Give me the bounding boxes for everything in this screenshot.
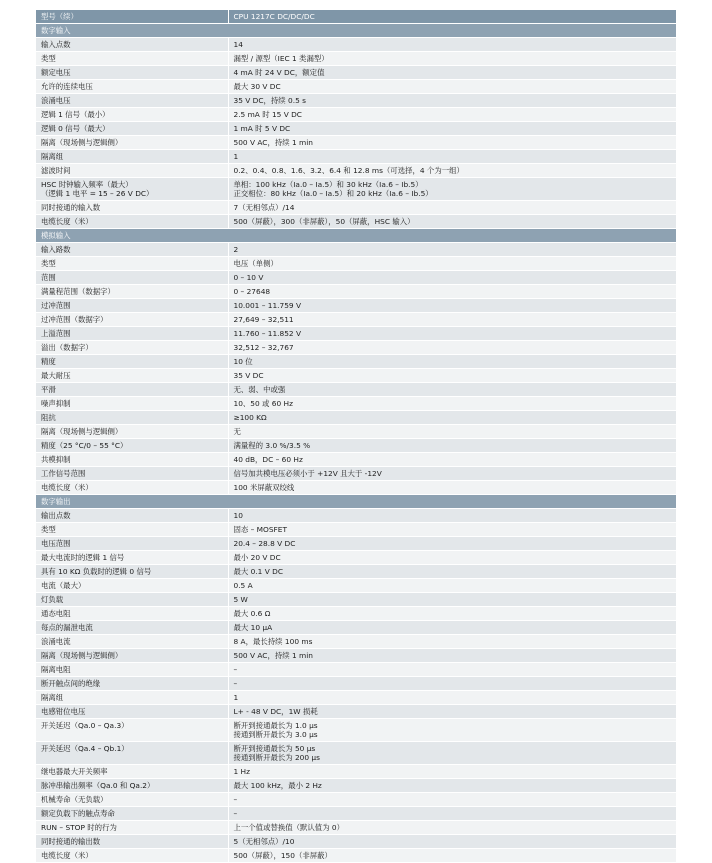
spec-value-cell	[228, 807, 676, 821]
spec-value: 无、弱、中或强	[233, 385, 286, 394]
spec-value-cell	[228, 523, 676, 537]
header-label: 型号（续）	[36, 10, 228, 24]
spec-value: 5 W	[233, 595, 248, 604]
spec-label: 开关延迟（Qa.0 – Qa.3）	[41, 721, 129, 730]
spec-value-cell	[228, 779, 676, 793]
spec-value: 10 位	[233, 357, 253, 366]
spec-value-cell	[228, 397, 676, 411]
spec-label-cell	[36, 355, 228, 369]
spec-table-body	[36, 10, 676, 863]
spec-value: 8 A，最长持续 100 ms	[233, 637, 313, 646]
spec-value-cell	[228, 742, 676, 765]
spec-label: 类型	[41, 54, 56, 63]
spec-label-cell	[36, 621, 228, 635]
spec-value-cell	[228, 383, 676, 397]
spec-label-cell	[36, 327, 228, 341]
spec-label-cell	[36, 649, 228, 663]
spec-label-cell	[36, 397, 228, 411]
table-row	[36, 439, 676, 453]
spec-label: 浪涌电流	[41, 637, 71, 646]
spec-value: –	[233, 665, 238, 674]
spec-label: 电流（最大）	[41, 581, 86, 590]
table-row	[36, 178, 676, 201]
spec-label-cell	[36, 94, 228, 108]
spec-value: 0 – 27648	[233, 287, 271, 296]
spec-label: 平滑	[41, 385, 56, 394]
spec-label-cell	[36, 201, 228, 215]
table-row	[36, 215, 676, 229]
spec-label: 最大耐压	[41, 371, 71, 380]
spec-label-cell	[36, 742, 228, 765]
spec-value-cell	[228, 607, 676, 621]
spec-label: 隔离组	[41, 152, 64, 161]
table-row	[36, 299, 676, 313]
spec-label: 电压范围	[41, 539, 71, 548]
spec-label-cell	[36, 150, 228, 164]
spec-label: 电缆长度（米）	[41, 483, 93, 492]
spec-value-cell	[228, 467, 676, 481]
spec-value: 5（无相邻点）/10	[233, 837, 295, 846]
spec-value: 100 米屏蔽双绞线	[233, 483, 295, 492]
spec-label: 阻抗	[41, 413, 56, 422]
spec-label-cell	[36, 481, 228, 495]
spec-value: 无	[233, 427, 241, 436]
table-row	[36, 621, 676, 635]
spec-label: 满量程范围（数据字）	[41, 287, 115, 296]
spec-value-cell	[228, 271, 676, 285]
table-row	[36, 66, 676, 80]
table-row	[36, 271, 676, 285]
spec-label-cell	[36, 178, 228, 201]
spec-label: 隔离组	[41, 693, 64, 702]
spec-label-cell	[36, 313, 228, 327]
spec-label-cell	[36, 765, 228, 779]
spec-value-cell	[228, 52, 676, 66]
table-row	[36, 849, 676, 863]
spec-value-cell	[228, 453, 676, 467]
section-header-row	[36, 24, 676, 38]
spec-label-cell	[36, 705, 228, 719]
spec-value: 上一个值或替换值（默认值为 0）	[233, 823, 345, 832]
spec-value: 4 mA 时 24 V DC，额定值	[233, 68, 325, 77]
table-row	[36, 285, 676, 299]
spec-value-cell	[228, 691, 676, 705]
table-row	[36, 201, 676, 215]
spec-label: 浪涌电压	[41, 96, 71, 105]
spec-value: 27,649 – 32,511	[233, 315, 294, 324]
spec-value: 35 V DC，持续 0.5 s	[233, 96, 306, 105]
table-row	[36, 705, 676, 719]
table-row	[36, 80, 676, 94]
spec-label-cell	[36, 243, 228, 257]
spec-label-cell	[36, 607, 228, 621]
spec-value-cell	[228, 341, 676, 355]
spec-value: 14	[233, 40, 243, 49]
spec-value: 7（无相邻点）/14	[233, 203, 295, 212]
header-model: CPU 1217C DC/DC/DC	[228, 10, 676, 24]
spec-label: 继电器最大开关频率	[41, 767, 108, 776]
spec-label: 灯负载	[41, 595, 64, 604]
spec-label-cell	[36, 439, 228, 453]
spec-label: 每点的漏泄电流	[41, 623, 93, 632]
spec-sheet	[36, 10, 676, 863]
spec-value-cell	[228, 150, 676, 164]
table-row	[36, 397, 676, 411]
spec-label-cell	[36, 122, 228, 136]
table-row	[36, 369, 676, 383]
table-row	[36, 136, 676, 150]
spec-value: 接通到断开最长为 200 μs	[233, 753, 320, 762]
table-row	[36, 523, 676, 537]
table-row	[36, 663, 676, 677]
spec-value: 11.760 – 11.852 V	[233, 329, 302, 338]
spec-value-cell	[228, 327, 676, 341]
spec-label-cell	[36, 66, 228, 80]
spec-value-cell	[228, 663, 676, 677]
spec-value-cell	[228, 369, 676, 383]
spec-label: 精度	[41, 357, 56, 366]
spec-label-cell	[36, 52, 228, 66]
spec-label: 允许的连续电压	[41, 82, 93, 91]
spec-value: 40 dB，DC – 60 Hz	[233, 455, 303, 464]
spec-value-cell	[228, 849, 676, 863]
spec-value-cell	[228, 793, 676, 807]
spec-value: 0.5 A	[233, 581, 253, 590]
spec-value-cell	[228, 136, 676, 150]
spec-label: 额定电压	[41, 68, 71, 77]
spec-value-cell	[228, 243, 676, 257]
table-row	[36, 453, 676, 467]
section-title: 模拟输入	[36, 229, 676, 243]
spec-value-cell	[228, 551, 676, 565]
spec-label: 额定负载下的触点寿命	[41, 809, 115, 818]
spec-label: 电缆长度（米）	[41, 217, 93, 226]
spec-label: 精度（25 °C/0 – 55 °C）	[41, 441, 128, 450]
spec-label: 输出点数	[41, 511, 71, 520]
spec-value: 断开到接通最长为 50 μs	[233, 744, 316, 753]
spec-label: 过冲范围（数据字）	[41, 315, 108, 324]
table-row	[36, 327, 676, 341]
spec-value: L+ - 48 V DC，1W 损耗	[233, 707, 318, 716]
spec-value-cell	[228, 537, 676, 551]
spec-value-cell	[228, 178, 676, 201]
spec-label: 最大电流时的逻辑 1 信号	[41, 553, 125, 562]
spec-label: 逻辑 0 信号（最大）	[41, 124, 110, 133]
spec-label: 电缆长度（米）	[41, 851, 93, 860]
spec-label-cell	[36, 593, 228, 607]
spec-label: 具有 10 KΩ 负载时的逻辑 0 信号	[41, 567, 152, 576]
spec-label: 隔离（现场侧与逻辑侧）	[41, 427, 123, 436]
spec-label: 通态电阻	[41, 609, 71, 618]
spec-value: 2	[233, 245, 239, 254]
spec-value: 1	[233, 693, 239, 702]
table-row	[36, 593, 676, 607]
spec-value-cell	[228, 164, 676, 178]
spec-value: 漏型 / 源型（IEC 1 类漏型）	[233, 54, 329, 63]
table-row	[36, 551, 676, 565]
spec-label: 类型	[41, 259, 56, 268]
table-row	[36, 635, 676, 649]
spec-value: 10	[233, 511, 243, 520]
spec-label: 溢出（数据字）	[41, 343, 93, 352]
table-row	[36, 94, 676, 108]
spec-label: 隔离（现场侧与逻辑侧）	[41, 138, 123, 147]
table-row	[36, 793, 676, 807]
spec-value-cell	[228, 821, 676, 835]
spec-label-cell	[36, 411, 228, 425]
table-row	[36, 383, 676, 397]
spec-label: 输入点数	[41, 40, 71, 49]
spec-label: 范围	[41, 273, 56, 282]
spec-table	[36, 10, 677, 863]
spec-value-cell	[228, 677, 676, 691]
spec-value-cell	[228, 257, 676, 271]
table-row	[36, 243, 676, 257]
spec-value-cell	[228, 579, 676, 593]
spec-value: 500 V AC，持续 1 min	[233, 138, 313, 147]
spec-value: 2.5 mA 时 15 V DC	[233, 110, 302, 119]
table-row	[36, 537, 676, 551]
spec-value-cell	[228, 215, 676, 229]
spec-label-cell	[36, 383, 228, 397]
spec-label-cell	[36, 719, 228, 742]
spec-value: 20.4 – 28.8 V DC	[233, 539, 296, 548]
table-row	[36, 150, 676, 164]
spec-value-cell	[228, 439, 676, 453]
spec-label-cell	[36, 677, 228, 691]
spec-label-cell	[36, 136, 228, 150]
spec-value: 接通到断开最长为 3.0 μs	[233, 730, 318, 739]
spec-value: 35 V DC	[233, 371, 264, 380]
spec-label: 类型	[41, 525, 56, 534]
spec-label: （逻辑 1 电平 = 15 – 26 V DC）	[41, 189, 154, 198]
spec-label-cell	[36, 80, 228, 94]
spec-value: 500（屏蔽），150（非屏蔽）	[233, 851, 332, 860]
spec-label-cell	[36, 635, 228, 649]
spec-label-cell	[36, 257, 228, 271]
spec-value: 10、50 或 60 Hz	[233, 399, 293, 408]
spec-value: 断开到接通最长为 1.0 μs	[233, 721, 318, 730]
spec-value-cell	[228, 313, 676, 327]
section-title: 数字输入	[36, 24, 676, 38]
spec-label: 噪声抑制	[41, 399, 71, 408]
spec-label: 滤波时间	[41, 166, 71, 175]
spec-label-cell	[36, 551, 228, 565]
spec-value-cell	[228, 621, 676, 635]
spec-value: 最大 0.6 Ω	[233, 609, 271, 618]
spec-label-cell	[36, 663, 228, 677]
spec-value: 满量程的 3.0 %/3.5 %	[233, 441, 311, 450]
spec-value-cell	[228, 108, 676, 122]
spec-label-cell	[36, 537, 228, 551]
spec-label-cell	[36, 425, 228, 439]
spec-label-cell	[36, 849, 228, 863]
spec-label-cell	[36, 164, 228, 178]
spec-value-cell	[228, 80, 676, 94]
spec-value-cell	[228, 593, 676, 607]
spec-value: 32,512 – 32,767	[233, 343, 294, 352]
table-row	[36, 649, 676, 663]
spec-value: 1 Hz	[233, 767, 250, 776]
table-header-row	[36, 10, 676, 24]
table-row	[36, 579, 676, 593]
spec-label-cell	[36, 509, 228, 523]
spec-label: 工作信号范围	[41, 469, 86, 478]
table-row	[36, 425, 676, 439]
table-row	[36, 411, 676, 425]
spec-value-cell	[228, 411, 676, 425]
spec-label: 脉冲串输出频率（Qa.0 和 Qa.2）	[41, 781, 155, 790]
spec-label-cell	[36, 579, 228, 593]
table-row	[36, 691, 676, 705]
spec-value-cell	[228, 565, 676, 579]
spec-label-cell	[36, 565, 228, 579]
spec-label: 同时接通的输入数	[41, 203, 101, 212]
spec-value: 10.001 – 11.759 V	[233, 301, 302, 310]
spec-value-cell	[228, 425, 676, 439]
spec-label: 同时接通的输出数	[41, 837, 101, 846]
spec-value: 500（屏蔽），300（非屏蔽），50（屏蔽，HSC 输入）	[233, 217, 415, 226]
table-row	[36, 807, 676, 821]
section-header-row	[36, 229, 676, 243]
spec-label: 开关延迟（Qa.4 – Qb.1）	[41, 744, 129, 753]
spec-label-cell	[36, 271, 228, 285]
spec-value: 1	[233, 152, 239, 161]
section-header-row	[36, 495, 676, 509]
spec-label-cell	[36, 299, 228, 313]
spec-label: 过冲范围	[41, 301, 71, 310]
spec-value-cell	[228, 285, 676, 299]
spec-label: 隔离电阻	[41, 665, 71, 674]
spec-label-cell	[36, 108, 228, 122]
spec-value-cell	[228, 705, 676, 719]
spec-value: 正交相位：80 kHz（Ia.0 – Ia.5）和 20 kHz（Ia.6 – Ib.5）	[233, 189, 433, 198]
spec-value: 最大 10 μA	[233, 623, 273, 632]
table-row	[36, 765, 676, 779]
spec-label-cell	[36, 523, 228, 537]
spec-value-cell	[228, 94, 676, 108]
spec-value: 1 mA 时 5 V DC	[233, 124, 291, 133]
table-row	[36, 108, 676, 122]
table-row	[36, 341, 676, 355]
spec-label: 共模抑制	[41, 455, 71, 464]
spec-value: –	[233, 679, 238, 688]
table-row	[36, 821, 676, 835]
spec-value-cell	[228, 299, 676, 313]
table-row	[36, 742, 676, 765]
table-row	[36, 677, 676, 691]
spec-value: 最大 30 V DC	[233, 82, 281, 91]
spec-label: 输入路数	[41, 245, 71, 254]
table-row	[36, 257, 676, 271]
section-title: 数字输出	[36, 495, 676, 509]
table-row	[36, 607, 676, 621]
spec-label: 逻辑 1 信号（最小）	[41, 110, 110, 119]
spec-value-cell	[228, 355, 676, 369]
spec-value: 固态 – MOSFET	[233, 525, 287, 534]
table-row	[36, 164, 676, 178]
spec-value-cell	[228, 509, 676, 523]
spec-label-cell	[36, 285, 228, 299]
spec-label: HSC 时钟输入频率（最大）	[41, 180, 133, 189]
spec-value: 最大 100 kHz，最小 2 Hz	[233, 781, 322, 790]
spec-label-cell	[36, 369, 228, 383]
spec-value: 电压（单侧）	[233, 259, 278, 268]
spec-value-cell	[228, 635, 676, 649]
spec-value: –	[233, 809, 238, 818]
spec-label-cell	[36, 691, 228, 705]
spec-value-cell	[228, 201, 676, 215]
spec-value-cell	[228, 66, 676, 80]
spec-value: 最大 0.1 V DC	[233, 567, 283, 576]
spec-label: 隔离（现场侧与逻辑侧）	[41, 651, 123, 660]
spec-label-cell	[36, 453, 228, 467]
table-row	[36, 38, 676, 52]
spec-label: RUN – STOP 时的行为	[41, 823, 117, 832]
spec-label: 上溢范围	[41, 329, 71, 338]
table-row	[36, 52, 676, 66]
spec-value: 信号加共模电压必须小于 +12V 且大于 -12V	[233, 469, 382, 478]
table-row	[36, 565, 676, 579]
spec-value: –	[233, 795, 238, 804]
table-row	[36, 355, 676, 369]
spec-value: ≥100 KΩ	[233, 413, 267, 422]
spec-label-cell	[36, 38, 228, 52]
spec-label: 电感钳位电压	[41, 707, 86, 716]
spec-value: 单相：100 kHz（Ia.0 – Ia.5）和 30 kHz（Ia.6 – Ib.5）	[233, 180, 423, 189]
spec-label-cell	[36, 215, 228, 229]
table-row	[36, 779, 676, 793]
spec-value: 0 – 10 V	[233, 273, 264, 282]
spec-value-cell	[228, 481, 676, 495]
spec-label: 机械寿命（无负载）	[41, 795, 108, 804]
spec-value-cell	[228, 765, 676, 779]
spec-label: 断开触点间的绝缘	[41, 679, 101, 688]
spec-value-cell	[228, 38, 676, 52]
spec-label-cell	[36, 341, 228, 355]
spec-value-cell	[228, 719, 676, 742]
table-row	[36, 467, 676, 481]
table-row	[36, 509, 676, 523]
spec-label-cell	[36, 467, 228, 481]
table-row	[36, 481, 676, 495]
spec-value-cell	[228, 649, 676, 663]
spec-value: 500 V AC，持续 1 min	[233, 651, 313, 660]
spec-label-cell	[36, 821, 228, 835]
spec-label-cell	[36, 779, 228, 793]
table-row	[36, 313, 676, 327]
table-row	[36, 122, 676, 136]
spec-label-cell	[36, 807, 228, 821]
table-row	[36, 719, 676, 742]
spec-value: 最小 20 V DC	[233, 553, 281, 562]
spec-value-cell	[228, 122, 676, 136]
spec-label-cell	[36, 793, 228, 807]
spec-value: 0.2、0.4、0.8、1.6、3.2、6.4 和 12.8 ms（可选择，4 个为一组）	[233, 166, 464, 175]
